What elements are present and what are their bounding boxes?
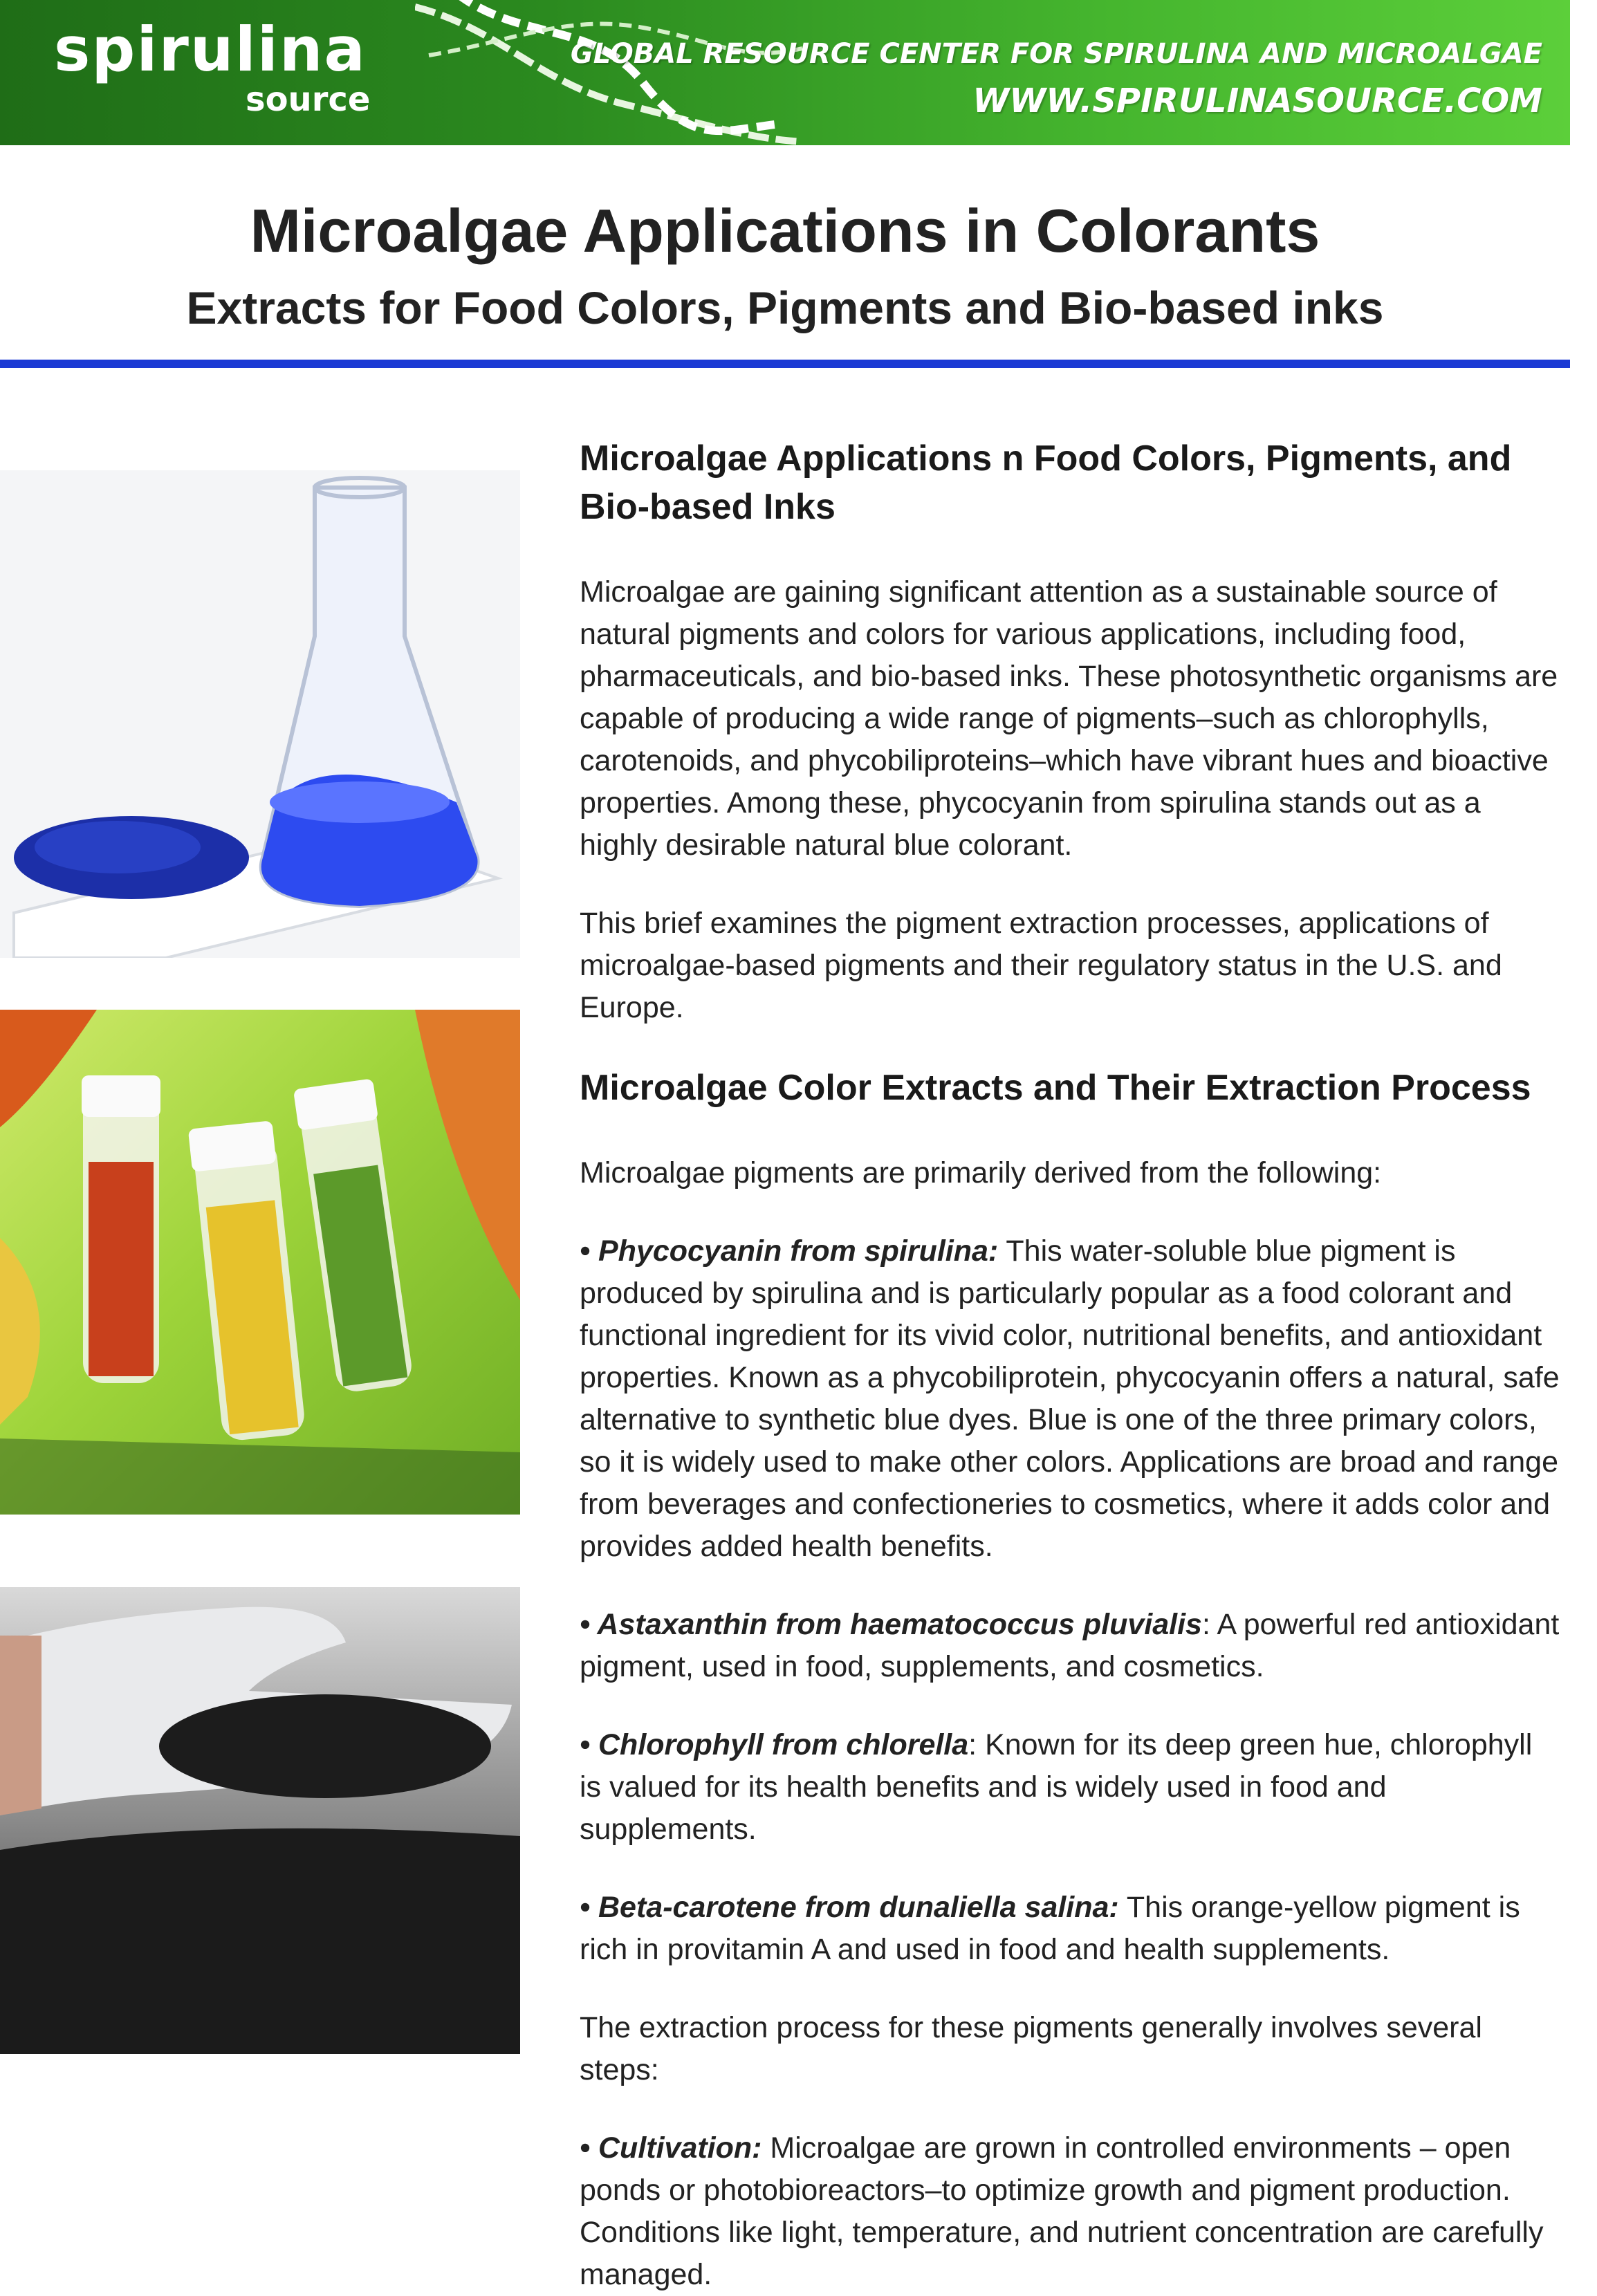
logo-wordmark: spirulina xyxy=(54,14,367,85)
bullet-beta-carotene xyxy=(580,1887,1562,1971)
page-title: Microalgae Applications in Colorants xyxy=(250,196,1320,265)
steps-intro: The extraction process for these pigments generally involves several steps: xyxy=(580,2011,1482,2086)
brief-paragraph: This brief examines the pigment extraction processes, applications of microalgae-based pigments and their regulatory status in the U.S. and Europe. xyxy=(580,907,1502,1024)
bullet-chlorophyll xyxy=(580,1724,1562,1851)
bullet-term: • Phycocyanin from spirulina: xyxy=(580,1234,999,1268)
article-body xyxy=(580,434,1562,2296)
page-subtitle: Extracts for Food Colors, Pigments and Bio-based inks xyxy=(186,282,1384,333)
intro-paragraph: Microalgae are gaining significant attention as a sustainable source of natural pigments and colors for various applications, including food, pharmaceuticals, and bio-based inks. These photosynthetic organisms are capable of producing a wide range of pigments–such as chlorophylls, carotenoids, and phycobiliproteins–which have vibrant hues and bioactive properties. Among these, phycocyanin from spirulina stands out as a highly desirable natural blue colorant. xyxy=(580,575,1558,862)
title-divider xyxy=(0,360,1570,368)
bullet-text: : Known for its deep green hue, chlorophyll is valued for its health benefits and is widely used in food and supplements. xyxy=(580,1728,1533,1846)
bullet-term: • Astaxanthin from haematococcus pluvialis xyxy=(580,1608,1202,1641)
bullet-term: • Beta-carotene from dunaliella salina: xyxy=(580,1891,1119,1924)
step-text: Microalgae are grown in controlled environments – open ponds or photobioreactors–to optimize growth and pigment production. Conditions like light, temperature, and nutrient concentration are carefully managed. xyxy=(580,2131,1544,2291)
logo-subtext: source xyxy=(246,80,371,119)
bullet-text: : A powerful red antioxidant pigment, used in food, supplements, and cosmetics. xyxy=(580,1608,1560,1683)
bullet-text: This orange-yellow pigment is rich in provitamin A and used in food and health supplements. xyxy=(580,1891,1520,1966)
flask-blue-pigment-image xyxy=(0,470,520,958)
bullet-astaxanthin xyxy=(580,1604,1562,1688)
gloved-hand-dark-powder-image xyxy=(0,1587,520,2054)
pigments-intro: Microalgae pigments are primarily derived from the following: xyxy=(580,1156,1382,1189)
bullet-term: • Chlorophyll from chlorella xyxy=(580,1728,969,1761)
website-url[interactable]: WWW.SPIRULINASOURCE.COM xyxy=(972,82,1542,120)
bullet-text: This water-soluble blue pigment is produced by spirulina and is particularly popular as a food colorant and functional ingredient for its vivid color, nutritional benefits, and antioxidant properties. Known as a phycobiliprotein, phycocyanin offers a natural, safe alternative to synthetic blue dyes. Blue is one of the three primary colors, so it is widely used to make other colors. Applications are broad and range from beverages and confectioneries to cosmetics, where it adds color and provides added health benefits. xyxy=(580,1234,1560,1563)
pigment-vials-image xyxy=(0,1010,520,1515)
section-heading-extraction: Microalgae Color Extracts and Their Extraction Process xyxy=(580,1068,1531,1108)
tagline: GLOBAL RESOURCE CENTER FOR SPIRULINA AND MICROALGAE xyxy=(570,38,1542,70)
section-heading-applications: Microalgae Applications n Food Colors, Pigments, and Bio-based Inks xyxy=(580,438,1512,527)
bullet-phycocyanin xyxy=(580,1230,1562,1568)
dna-helix-icon xyxy=(415,0,802,145)
header-banner xyxy=(0,0,1570,145)
step-term: • Cultivation: xyxy=(580,2131,762,2165)
step-cultivation xyxy=(580,2127,1562,2296)
